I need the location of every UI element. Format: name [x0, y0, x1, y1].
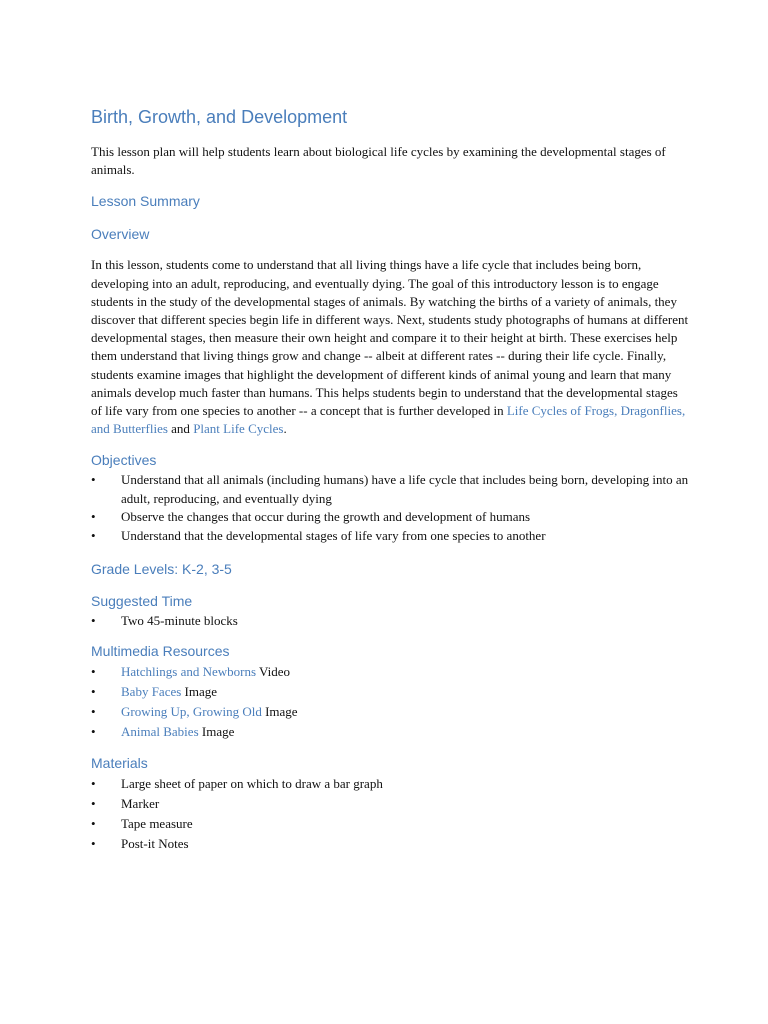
overview-text — [91, 256, 691, 438]
list-item — [91, 508, 691, 527]
overview-heading: Overview — [91, 226, 150, 243]
multimedia-list — [91, 662, 691, 742]
baby-faces-link[interactable]: Baby Faces — [121, 683, 182, 699]
material-text: Marker — [121, 795, 160, 811]
list-item — [91, 702, 691, 722]
objectives-list — [91, 471, 691, 545]
objective-text: Observe the changes that occur during the growth and development of humans — [121, 509, 531, 525]
bullet-icon: • — [91, 815, 96, 831]
bullet-icon: • — [91, 795, 96, 811]
bullet-icon: • — [91, 683, 96, 699]
materials-list — [91, 774, 691, 854]
bullet-icon: • — [91, 835, 96, 851]
bullet-icon: • — [91, 775, 96, 791]
hatchlings-link[interactable]: Hatchlings and Newborns — [121, 663, 257, 679]
page-title: Birth, Growth, and Development — [91, 107, 348, 127]
list-item — [91, 471, 691, 508]
list-item — [91, 774, 691, 794]
bullet-icon: • — [91, 613, 96, 629]
list-item — [91, 612, 691, 631]
resource-type: Image — [181, 683, 218, 699]
material-text: Large sheet of paper on which to draw a bar graph — [121, 775, 383, 791]
animal-babies-link[interactable]: Animal Babies — [121, 723, 199, 739]
multimedia-heading: Multimedia Resources — [91, 642, 230, 659]
overview-end: . — [283, 421, 287, 437]
life-cycles-frogs-link[interactable]: Life Cycles of Frogs, Dragonflies, and Butterflies — [91, 403, 686, 437]
overview-body: In this lesson, students come to understand that all living things have a life cycle that includes being born, developing into an adult, reproducing, and eventually dying. The goal of this introductory lesson is to engage students in the study of the developmental stages of animals. By watching the births of a variety of animals, they discover that different species begin life in different ways. Next, students study photographs of humans at different developmental stages, then measure their own height and compare it to their height at birth. These exercises help them understand that living things grow and change -- albeit at different rates -- during their life cycle. Finally, students examine images that highlight the development of different kinds of animal young and learn that many animals develop much faster than humans. This helps students begin to understand that the developmental stages of life vary from one species to another -- a concept that is further developed in — [91, 257, 689, 419]
materials-heading: Materials — [91, 754, 148, 771]
list-item — [91, 662, 691, 682]
grade-levels-heading: Grade Levels: K-2, 3-5 — [91, 561, 232, 578]
bullet-icon: • — [91, 472, 96, 488]
suggested-time-heading: Suggested Time — [91, 593, 193, 610]
objectives-heading: Objectives — [91, 452, 157, 469]
lesson-summary-heading: Lesson Summary — [91, 193, 200, 210]
overview-and: and — [167, 421, 194, 437]
objective-text: Understand that the developmental stages of life vary from one species to another — [121, 527, 546, 543]
bullet-icon: • — [91, 723, 96, 739]
intro-text: This lesson plan will help students learn about biological life cycles by examining the developmental stages of animals. — [91, 144, 666, 178]
growing-up-link[interactable]: Growing Up, Growing Old — [121, 703, 262, 719]
material-text: Tape measure — [121, 815, 193, 831]
bullet-icon: • — [91, 527, 96, 543]
resource-type: Image — [261, 703, 298, 719]
objective-text: Understand that all animals (including humans) have a life cycle that includes being born, developing into an adult, reproducing, and eventually dying — [121, 472, 689, 506]
lesson-content — [91, 107, 691, 854]
bullet-icon: • — [91, 509, 96, 525]
suggested-time-list — [91, 612, 691, 631]
list-item — [91, 682, 691, 702]
list-item — [91, 814, 691, 834]
list-item — [91, 834, 691, 854]
resource-type: Video — [256, 663, 291, 679]
bullet-icon: • — [91, 663, 96, 679]
list-item — [91, 794, 691, 814]
list-item — [91, 527, 691, 546]
bullet-icon: • — [91, 703, 96, 719]
resource-type: Image — [198, 723, 235, 739]
plant-life-cycles-link[interactable]: Plant Life Cycles — [193, 421, 284, 437]
material-text: Post-it Notes — [121, 835, 189, 851]
time-text: Two 45-minute blocks — [121, 613, 238, 629]
list-item — [91, 722, 691, 742]
